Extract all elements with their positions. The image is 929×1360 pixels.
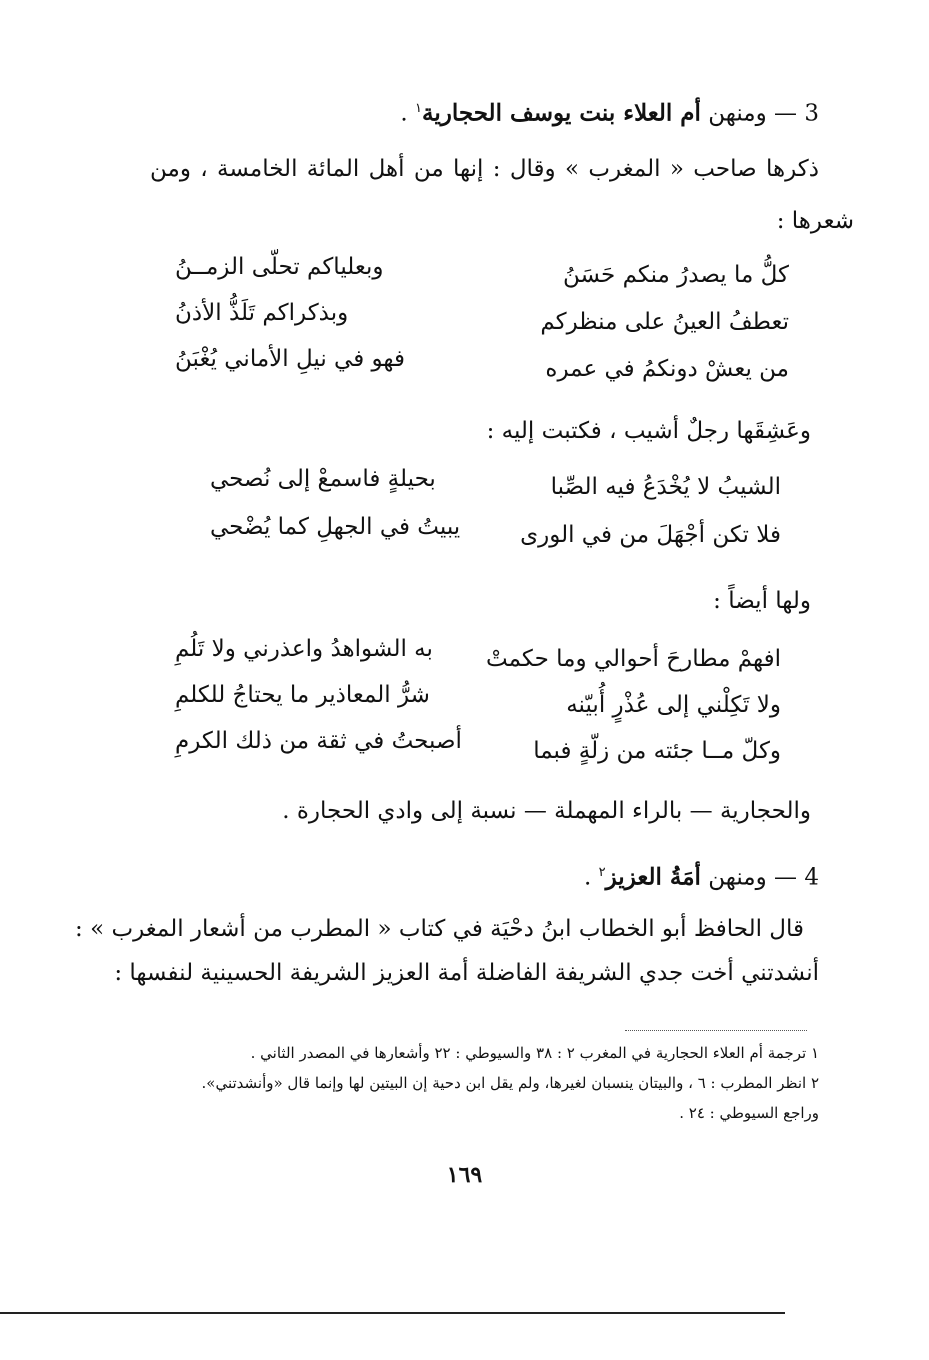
paragraph-line: أنشدتني أخت جدي الشريفة الفاضلة أمة العزيز الشريفة الحسينية لنفسها : (114, 960, 819, 986)
verse-second-hemistich: يبيتُ في الجهلِ كما يُضْحي (210, 514, 461, 540)
verse-first-hemistich: من يعشْ دونكمُ في عمره (545, 356, 789, 382)
paragraph-line: شعرها : (776, 208, 854, 234)
verse-first-hemistich: افهمْ مطارحَ أحوالي وما حكمتْ (486, 646, 781, 672)
heading-end: . (400, 100, 408, 127)
footnote-2: ٢ انظر المطرب : ٦ ، والبيتان ينسبان لغيرها، ولم يقل ابن دحية إن البيتين لها وإنما قال «وأنشدتني». (201, 1074, 819, 1092)
verse-first-hemistich: وكلّ مــا جئته من زلّةٍ فبما (533, 738, 781, 764)
verse-second-hemistich: أصبحتُ في ثقة من ذلك الكرمِ (175, 728, 462, 754)
verse-first-hemistich: الشيبُ لا يُخْدَعُ فيه الصِّبا (550, 474, 781, 500)
verse-second-hemistich: وبذكراكم تَلَذُّ الأذنُ (175, 300, 349, 326)
heading-end: . (584, 864, 592, 891)
heading-name: أمَةُ العزيز (605, 863, 701, 891)
footnote-mark: ١ (415, 101, 423, 116)
verse-second-hemistich: وبعلياكم تحلّى الزمــنُ (175, 254, 384, 280)
footnote-2-continued: وراجع السيوطي : ٢٤ . (679, 1104, 819, 1122)
verse-second-hemistich: به الشواهدُ واعذرني ولا تَلُمِ (175, 636, 433, 662)
paragraph-line: والحجارية — بالراء المهملة — نسبة إلى وادي الحجارة . (282, 798, 811, 824)
paragraph-line: وعَشِقَها رجلٌ أشيب ، فكتبت إليه : (486, 418, 811, 444)
heading-prefix: 4 — ومنهن (708, 864, 819, 891)
verse-second-hemistich: شرُّ المعاذير ما يحتاجُ للكلمِ (175, 682, 430, 708)
verse-first-hemistich: كلُّ ما يصدرُ منكم حَسَنُ (563, 262, 789, 288)
verse-first-hemistich: فلا تكن أجْهَلَ من في الورى (520, 522, 781, 548)
heading-prefix: 3 — ومنهن (708, 100, 819, 127)
footnote-separator (625, 1030, 807, 1031)
verse-first-hemistich: ولا تَكِلْني إلى عُذْرٍ أُبيّنه (566, 692, 781, 718)
verse-second-hemistich: فهو في نيلِ الأماني يُغْبَنُ (175, 346, 405, 372)
verse-first-hemistich: تعطفُ العينُ على منظركم (540, 309, 789, 335)
paragraph-line: ذكرها صاحب « المغرب » وقال : إنها من أهل المائة الخامسة ، ومن (150, 156, 819, 182)
page-number: ١٦٩ (446, 1162, 483, 1188)
paragraph-line: قال الحافظ أبو الخطاب ابنُ دحْيَة في كتاب « المطرب من أشعار المغرب » : (75, 916, 804, 942)
heading-name: أم العلاء بنت يوسف الحجارية (422, 99, 701, 127)
section-heading-4 (150, 856, 819, 895)
page-edge-line (0, 1312, 785, 1314)
paragraph-line: ولها أيضاً : (713, 588, 811, 614)
verse-second-hemistich: بحيلةٍ فاسمعْ إلى نُصحي (210, 466, 436, 492)
footnote-1: ١ ترجمة أم العلاء الحجارية في المغرب ٢ : ٣٨ والسيوطي : ٢٢ وأشعارها في المصدر الثاني . (250, 1044, 819, 1062)
section-heading-3 (150, 92, 819, 131)
footnote-mark: ٢ (598, 865, 606, 880)
